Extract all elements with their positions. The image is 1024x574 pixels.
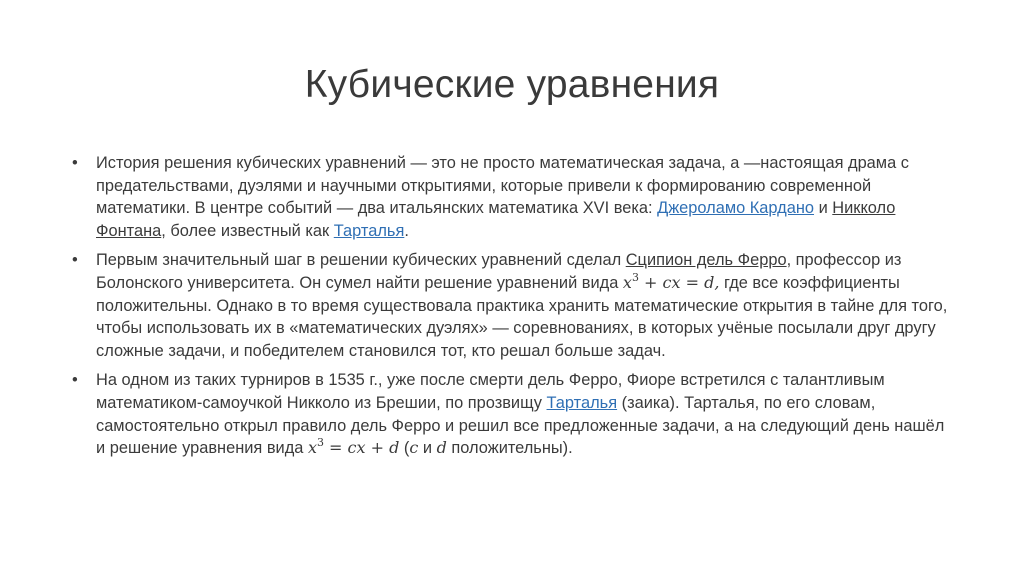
link-niccolo-fontana[interactable]: Никколо Фонтана xyxy=(96,199,896,240)
bullet-item-del-ferro xyxy=(72,249,952,362)
math-rest: + cx = d, xyxy=(638,272,720,292)
slide-title: Кубические уравнения xyxy=(304,63,720,106)
math-exponent: 3 xyxy=(316,436,324,450)
math-var-x: x xyxy=(307,438,317,458)
bullet-list xyxy=(72,152,952,467)
bullet-text: (заика). Тарталья, по его словам, самостоятельно открыл правило дель Ферро и решил все предложенные задачи, а на следующий день нашёл и решение уравнения вида xyxy=(96,393,945,458)
link-scipione-del-ferro[interactable]: Сципион дель Ферро xyxy=(625,251,787,270)
bullet-dot: • xyxy=(72,251,78,270)
bullet-item-tournament xyxy=(72,369,952,459)
bullet-dot: • xyxy=(72,154,78,172)
equation-cubic-2 xyxy=(308,438,399,457)
bullet-text: и xyxy=(814,199,833,218)
link-tartaglia[interactable]: Тарталья xyxy=(333,221,405,240)
math-rest: = cx + d xyxy=(323,438,400,458)
bullet-item-history xyxy=(72,152,952,242)
math-var-x: x xyxy=(622,272,632,292)
bullet-text: положительны). xyxy=(446,439,573,458)
math-exponent: 3 xyxy=(631,270,639,284)
bullet-text: . xyxy=(404,221,409,240)
bullet-text: где все коэффициенты положительны. Однако в то время существовала практика хранить математические открытия в тайне для того, чтобы использовать их в «математических дуэлях» — соревнованиях, в которых учёные посылали друг другу сложные задачи, и победителем становился тот, кто решал больше задач. xyxy=(96,273,948,360)
bullet-text: ( xyxy=(399,439,410,458)
bullet-text: На одном из таких турниров в 1535 г., уже после смерти дель Ферро, Фиоре встретился с талантливым математиком-самоучкой Никколо из Брешии, по прозвищу xyxy=(96,371,885,412)
bullet-text: , более известный как xyxy=(161,221,334,240)
math-var-c: c xyxy=(409,438,419,458)
bullet-text: и xyxy=(418,439,437,458)
equation-depressed-cubic xyxy=(622,270,720,292)
bullet-text: История решения кубических уравнений — это не просто математическая задача, а —настоящая драма с предательствами, дуэлями и научными открытиями, которые привели к формированию современной математики. В центре событий — два итальянских математика XVI века: xyxy=(96,154,909,218)
link-tartaglia[interactable]: Тарталья xyxy=(546,393,618,412)
math-var-d: d xyxy=(436,438,447,458)
bullet-text: , профессор из Болонского университета. Он сумел найти решение уравнений вида xyxy=(96,251,902,292)
bullet-text: Первым значительный шаг в решении кубических уравнений сделал xyxy=(96,251,626,270)
link-cardano[interactable]: Джероламо Кардано xyxy=(657,199,815,218)
bullet-dot: • xyxy=(72,371,78,390)
